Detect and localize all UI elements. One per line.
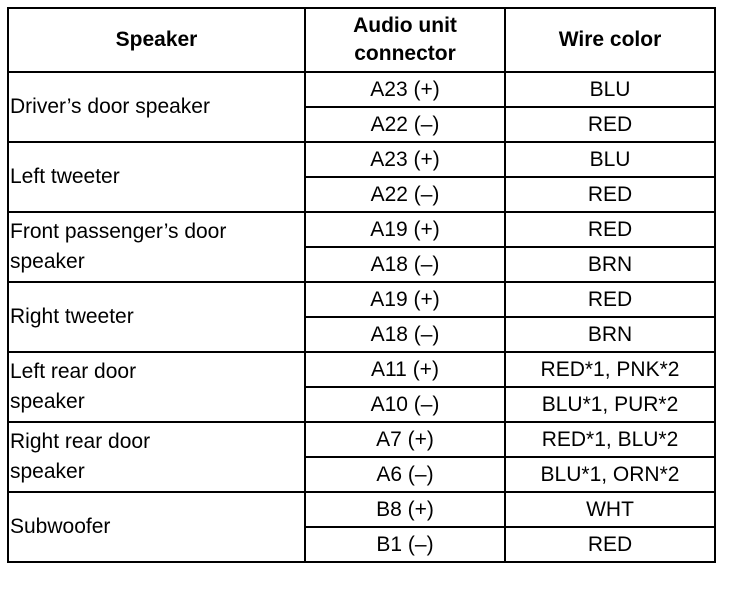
speaker-column-header: Speaker bbox=[8, 8, 305, 72]
connector-pin-cell: B1 (–) bbox=[305, 527, 505, 562]
connector-pin-cell: A18 (–) bbox=[305, 317, 505, 352]
wire-color-cell: RED bbox=[505, 527, 715, 562]
connector-pin-cell: A18 (–) bbox=[305, 247, 505, 282]
speaker-name-cell bbox=[8, 492, 305, 562]
wire-color-cell: WHT bbox=[505, 492, 715, 527]
speaker-name-line: Left rear door bbox=[10, 360, 137, 383]
connector-pin-cell: A6 (–) bbox=[305, 457, 505, 492]
connector-column-header bbox=[305, 8, 505, 72]
wire-color-cell: BRN bbox=[505, 247, 715, 282]
speaker-name-cell bbox=[8, 142, 305, 212]
wire-color-cell: RED bbox=[505, 282, 715, 317]
table-row bbox=[8, 352, 715, 387]
table-body bbox=[8, 72, 715, 562]
connector-pin-cell: A23 (+) bbox=[305, 142, 505, 177]
table-row bbox=[8, 422, 715, 457]
connector-pin-cell: A19 (+) bbox=[305, 282, 505, 317]
table-header-row bbox=[8, 8, 715, 72]
connector-pin-cell: A7 (+) bbox=[305, 422, 505, 457]
wire-color-column-header: Wire color bbox=[505, 8, 715, 72]
wire-color-cell: BLU bbox=[505, 142, 715, 177]
table-row bbox=[8, 212, 715, 247]
table-row bbox=[8, 142, 715, 177]
speaker-name-cell bbox=[8, 72, 305, 142]
wire-color-cell: BLU*1, ORN*2 bbox=[505, 457, 715, 492]
connector-pin-cell: A19 (+) bbox=[305, 212, 505, 247]
connector-pin-cell: A22 (–) bbox=[305, 177, 505, 212]
wire-color-cell: RED bbox=[505, 177, 715, 212]
connector-pin-cell: A22 (–) bbox=[305, 107, 505, 142]
connector-pin-cell: B8 (+) bbox=[305, 492, 505, 527]
speaker-name-line: Right tweeter bbox=[10, 305, 134, 328]
speaker-name-line: speaker bbox=[10, 390, 85, 413]
speaker-name-line: Left tweeter bbox=[10, 165, 120, 188]
connector-pin-cell: A11 (+) bbox=[305, 352, 505, 387]
speaker-name-line: speaker bbox=[10, 460, 85, 483]
wire-color-cell: RED bbox=[505, 212, 715, 247]
wire-color-cell: BLU*1, PUR*2 bbox=[505, 387, 715, 422]
connector-header-line1: Audio unit bbox=[353, 14, 457, 37]
wire-color-cell: RED*1, BLU*2 bbox=[505, 422, 715, 457]
speaker-name-cell bbox=[8, 422, 305, 492]
speaker-name-cell bbox=[8, 212, 305, 282]
speaker-name-line: Right rear door bbox=[10, 430, 151, 453]
table-row bbox=[8, 282, 715, 317]
wire-color-cell: BRN bbox=[505, 317, 715, 352]
table-row bbox=[8, 492, 715, 527]
speaker-wiring-table bbox=[7, 7, 716, 563]
speaker-name-line: Subwoofer bbox=[10, 515, 111, 538]
wire-color-cell: RED*1, PNK*2 bbox=[505, 352, 715, 387]
speaker-name-line: speaker bbox=[10, 250, 85, 273]
wire-color-cell: RED bbox=[505, 107, 715, 142]
connector-pin-cell: A10 (–) bbox=[305, 387, 505, 422]
connector-pin-cell: A23 (+) bbox=[305, 72, 505, 107]
speaker-name-line: Front passenger’s door bbox=[10, 220, 227, 243]
speaker-name-line: Driver’s door speaker bbox=[10, 95, 210, 118]
speaker-name-cell bbox=[8, 352, 305, 422]
wire-color-cell: BLU bbox=[505, 72, 715, 107]
speaker-name-cell bbox=[8, 282, 305, 352]
connector-header-line2: connector bbox=[354, 42, 456, 65]
table-row bbox=[8, 72, 715, 107]
